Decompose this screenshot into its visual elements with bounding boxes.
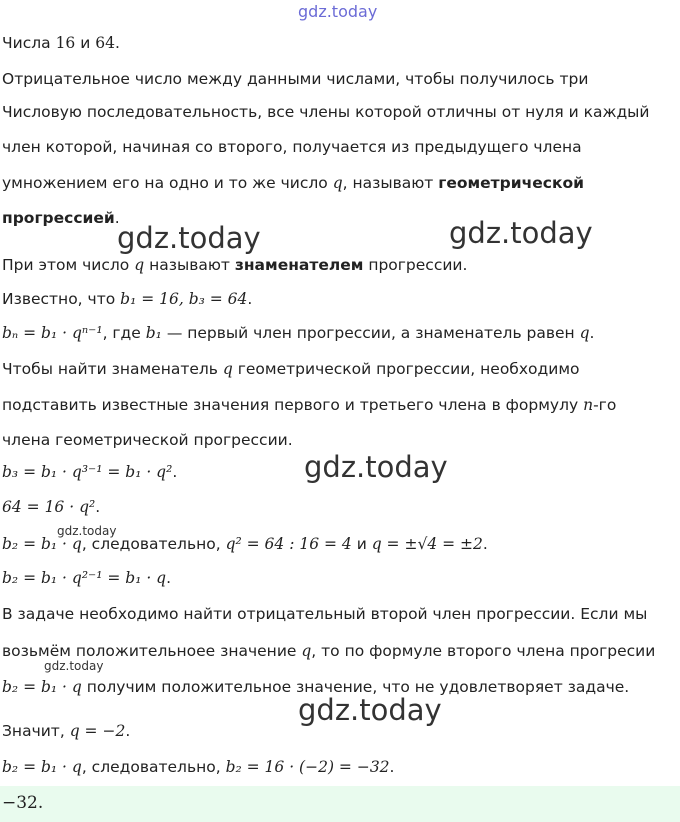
text-line: bₙ = b₁ · qⁿ⁻¹, где b₁ — первый член прогрессии, а знаменатель равен q. xyxy=(2,324,595,342)
watermark: gdz.today xyxy=(44,659,104,673)
watermark: gdz.today xyxy=(117,221,261,255)
text-line: b₂ = b₁ · q, следовательно, b₂ = 16 · (−2) = −32. xyxy=(2,758,395,776)
text-line: Чтобы найти знаменатель q геометрической прогрессии, необходимо xyxy=(2,360,580,378)
text-line: b₂ = b₁ · q, следовательно, q² = 64 : 16 = 4 и q = ±√4 = ±2. xyxy=(2,535,488,553)
watermark-top: gdz.today xyxy=(298,2,378,21)
watermark: gdz.today xyxy=(449,216,593,250)
text-line: члена геометрической прогрессии. xyxy=(2,431,293,449)
text-line: В задаче необходимо найти отрицательный второй член прогрессии. Если мы xyxy=(2,605,648,623)
text-line: Числа 16 и 64. xyxy=(2,34,120,52)
text-line: Известно, что b₁ = 16, b₃ = 64. xyxy=(2,290,253,308)
text-line: Числовую последовательность, все члены которой отличны от нуля и каждый xyxy=(2,103,650,121)
text-line: прогрессией. xyxy=(2,209,120,227)
text-line: подставить известные значения первого и третьего члена в формулу n-го xyxy=(2,396,617,414)
text-line: Отрицательное число между данными числами, чтобы получилось три xyxy=(2,70,589,88)
text-line: умножением его на одно и то же число q, называют геометрической xyxy=(2,174,584,192)
watermark: gdz.today xyxy=(304,450,448,484)
text-line: член которой, начиная со второго, получается из предыдущего члена xyxy=(2,138,582,156)
text-line: b₂ = b₁ · q²⁻¹ = b₁ · q. xyxy=(2,569,172,587)
watermark: gdz.today xyxy=(298,693,442,727)
text-line: При этом число q называют знаменателем прогрессии. xyxy=(2,256,468,274)
watermark: gdz.today xyxy=(57,524,117,538)
answer-box xyxy=(0,786,680,822)
text-line: возьмём положительноее значение q, то по формуле второго члена прогресии xyxy=(2,642,656,660)
answer-value: −32. xyxy=(2,793,44,813)
text-line: b₂ = b₁ · q получим положительное значение, что не удовлетворяет задаче. xyxy=(2,678,630,696)
text-line: 64 = 16 · q². xyxy=(2,498,101,516)
text-line: b₃ = b₁ · q³⁻¹ = b₁ · q². xyxy=(2,463,178,481)
text-line: Значит, q = −2. xyxy=(2,722,131,740)
